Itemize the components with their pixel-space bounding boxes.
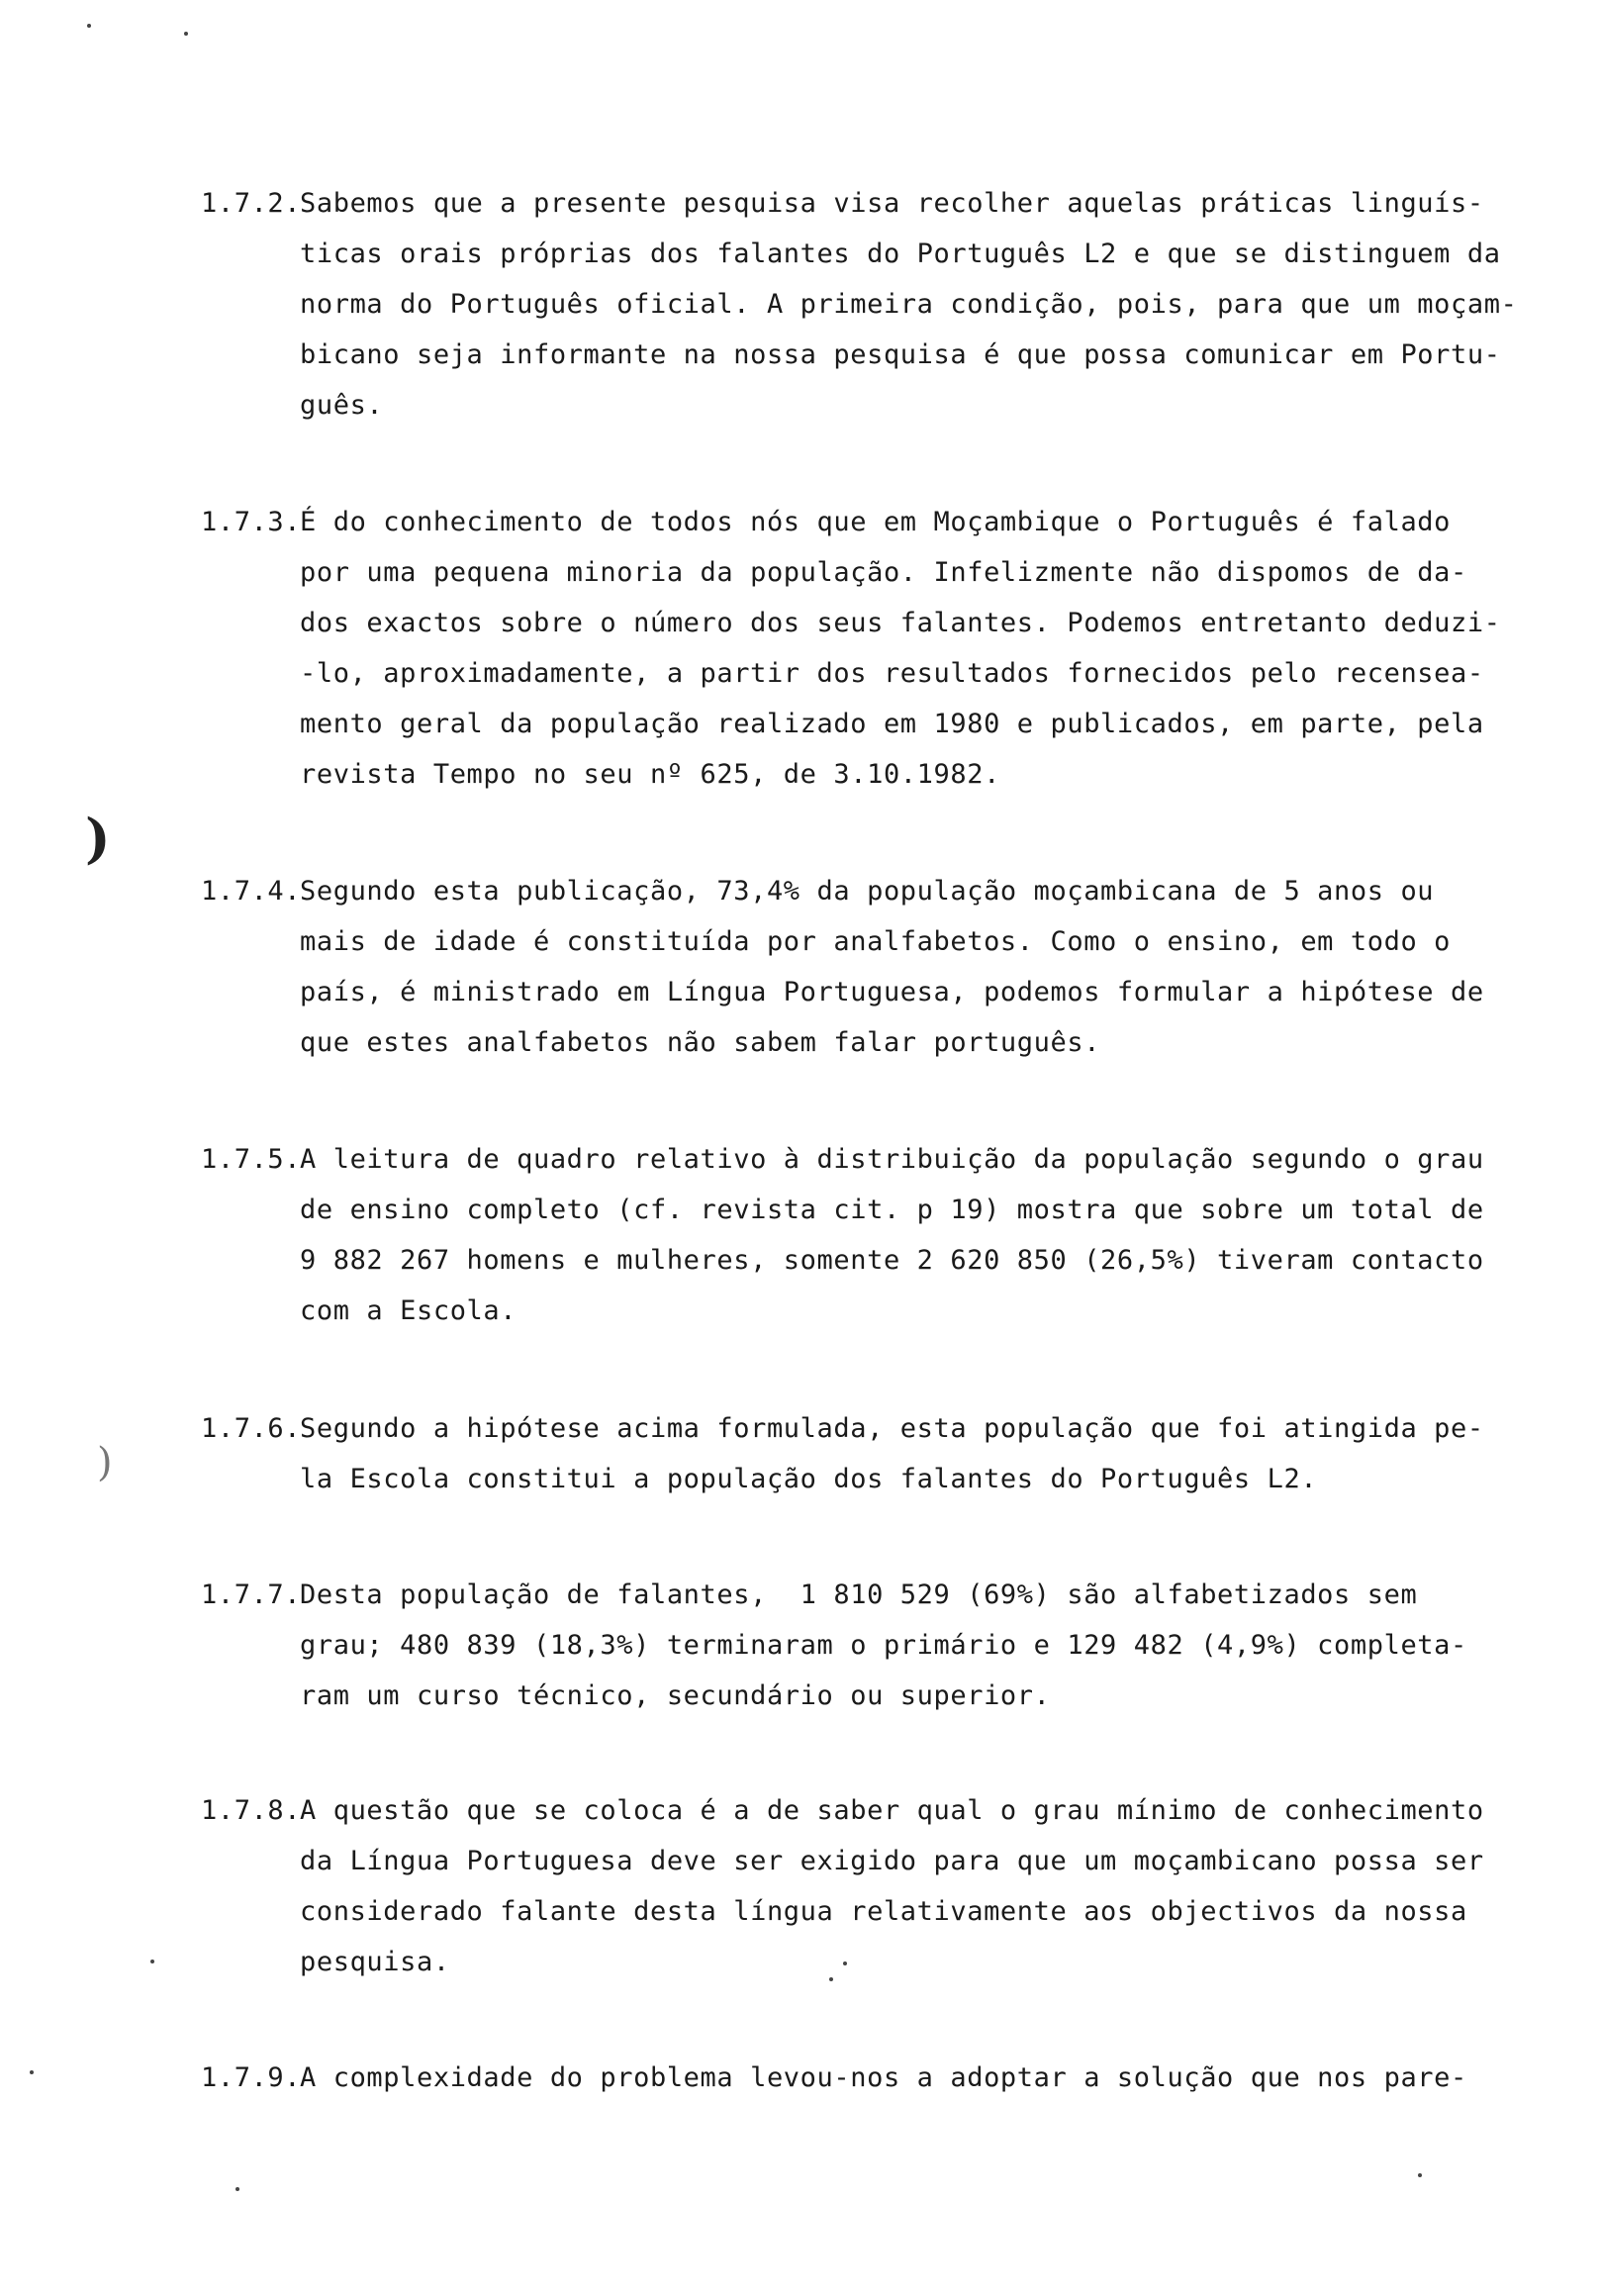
paragraph-line: com a Escola.	[300, 1295, 517, 1326]
paragraph-1-7-9	[201, 2053, 1487, 2103]
paragraph-1-7-2	[201, 178, 1518, 430]
paragraph-number: 1.7.8.	[201, 1795, 302, 1826]
paragraph-line: mento geral da população realizado em 1980 e publicados, em parte, pela	[300, 709, 1484, 739]
scan-speck	[235, 2187, 239, 2191]
paragraph-line: considerado falante desta língua relativamente aos objectivos da nossa	[300, 1896, 1467, 1927]
paragraph-number: 1.7.4.	[201, 876, 302, 907]
margin-bracket-mark: )	[85, 807, 111, 870]
paragraph-line: Desta população de falantes, 1 810 529 (69%) são alfabetizados sem	[300, 1579, 1418, 1610]
scan-speck	[150, 1960, 154, 1963]
paragraph-line: guês.	[300, 390, 384, 421]
paragraph-line: É do conhecimento de todos nós que em Moçambique o Português é falado	[300, 507, 1452, 537]
paragraph-line: da Língua Portuguesa deve ser exigido para que um moçambicano possa ser	[300, 1846, 1484, 1876]
scan-speck	[1418, 2173, 1422, 2177]
paragraph-1-7-3	[201, 497, 1501, 800]
paragraph-number: 1.7.2.	[201, 188, 302, 219]
paragraph-number: 1.7.7.	[201, 1579, 302, 1610]
paragraph-line: ram um curso técnico, secundário ou superior.	[300, 1680, 1051, 1711]
paragraph-line: dos exactos sobre o número dos seus falantes. Podemos entretanto deduzi-	[300, 608, 1501, 638]
paragraph-line: Segundo a hipótese acima formulada, esta população que foi atingida pe-	[300, 1413, 1484, 1444]
paragraph-line: Sabemos que a presente pesquisa visa recolher aquelas práticas linguís-	[300, 188, 1484, 219]
paragraph-1-7-6	[201, 1403, 1487, 1504]
paragraph-line: grau; 480 839 (18,3%) terminaram o primário e 129 482 (4,9%) completa-	[300, 1630, 1467, 1661]
paragraph-1-7-5	[201, 1134, 1487, 1336]
paragraph-line: de ensino completo (cf. revista cit. p 19) mostra que sobre um total de	[300, 1195, 1484, 1225]
paragraph-number: 1.7.6.	[201, 1413, 302, 1444]
paragraph-line: país, é ministrado em Língua Portuguesa, podemos formular a hipótese de	[300, 977, 1484, 1007]
paragraph-number: 1.7.3.	[201, 507, 302, 537]
paragraph-number: 1.7.9.	[201, 2062, 302, 2093]
paragraph-line: Segundo esta publicação, 73,4% da população moçambicana de 5 anos ou	[300, 876, 1435, 907]
margin-bracket-mark-faint: )	[97, 1440, 113, 1485]
paragraph-line: norma do Português oficial. A primeira condição, pois, para que um moçam-	[300, 289, 1518, 320]
paragraph-line: revista Tempo no seu nº 625, de 3.10.1982.	[300, 759, 1000, 790]
paragraph-line: A complexidade do problema levou-nos a adoptar a solução que nos pare-	[300, 2062, 1467, 2093]
paragraph-line: A leitura de quadro relativo à distribuição da população segundo o grau	[300, 1144, 1484, 1175]
paragraph-1-7-8	[201, 1785, 1487, 1987]
scan-speck	[30, 2070, 34, 2074]
paragraph-number: 1.7.5.	[201, 1144, 302, 1175]
scan-speck	[184, 32, 188, 36]
paragraph-line: por uma pequena minoria da população. Infelizmente não dispomos de da-	[300, 557, 1467, 588]
paragraph-1-7-7	[201, 1570, 1487, 1721]
paragraph-line: 9 882 267 homens e mulheres, somente 2 620 850 (26,5%) tiveram contacto	[300, 1245, 1484, 1276]
paragraph-line: que estes analfabetos não sabem falar português.	[300, 1027, 1101, 1058]
paragraph-line: ticas orais próprias dos falantes do Português L2 e que se distinguem da	[300, 239, 1501, 269]
paragraph-1-7-4	[201, 866, 1487, 1068]
paragraph-line: la Escola constitui a população dos falantes do Português L2.	[300, 1464, 1318, 1494]
paragraph-line: pesquisa.	[300, 1947, 450, 1977]
paragraph-line: A questão que se coloca é a de saber qual o grau mínimo de conhecimento	[300, 1795, 1484, 1826]
paragraph-line: bicano seja informante na nossa pesquisa é que possa comunicar em Portu-	[300, 339, 1501, 370]
paragraph-line: -lo, aproximadamente, a partir dos resultados fornecidos pelo recensea-	[300, 658, 1484, 689]
paragraph-line: mais de idade é constituída por analfabetos. Como o ensino, em todo o	[300, 926, 1452, 957]
scan-speck	[87, 24, 91, 28]
